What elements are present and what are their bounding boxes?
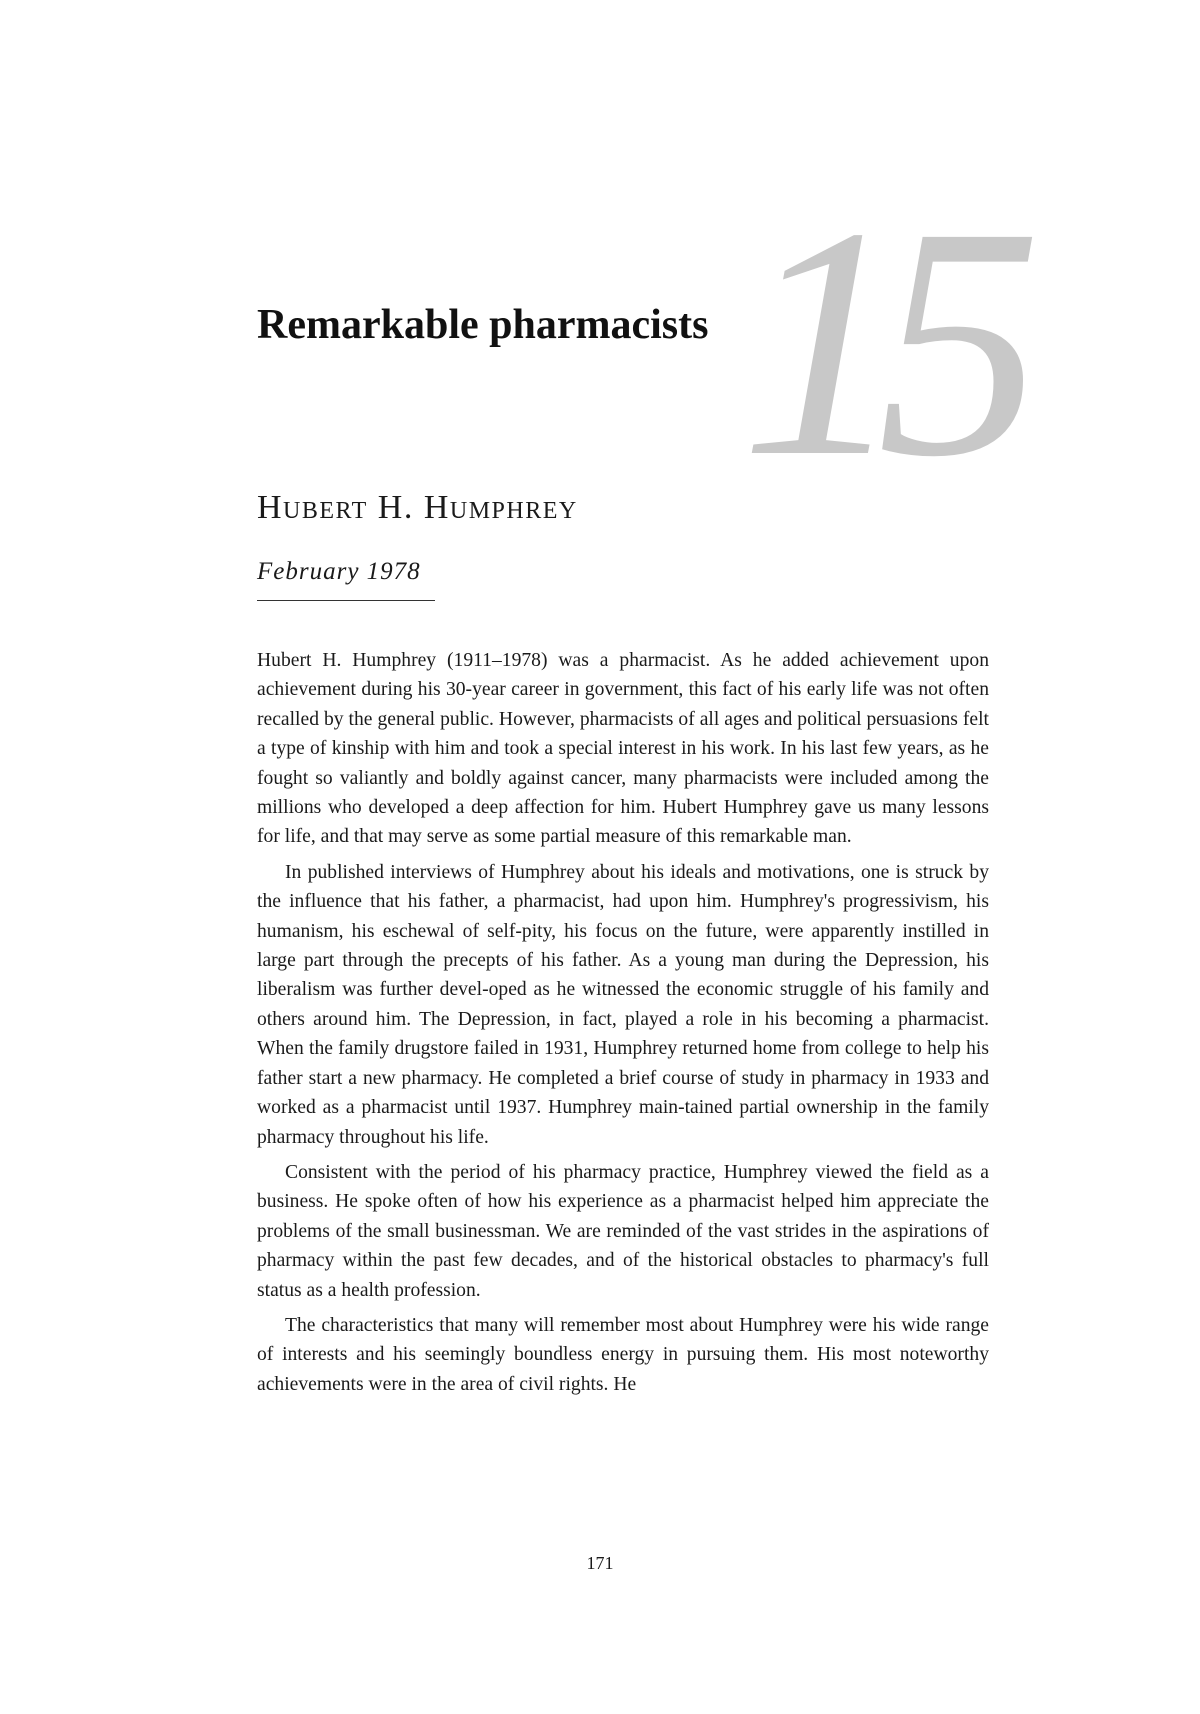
paragraph-4: The characteristics that many will remember most about Humphrey were his wide range of interests and his seemingly boundless energy in pursuing them. His most noteworthy achievements were in the area of civil rights. He — [257, 1314, 989, 1395]
paragraph-2: In published interviews of Humphrey about his ideals and motivations, one is struck by the influence that his father, a pharmacist, had upon him. Humphrey's progressivism, his humanism, his eschewal of self-pity, his focus on the future, were apparently instilled in large part through the precepts of his father. As a young man during the Depression, his liberalism was further devel-oped as he witnessed the economic struggle of his family and others around him. The Depression, in fact, played a role in his becoming a pharmacist. When the family drugstore failed in 1931, Humphrey returned home from college to help his father start a new pharmacy. He completed a brief course of study in pharmacy in 1933 and worked as a pharmacist until 1937. Humphrey main-tained partial ownership in the family pharmacy throughout his life. — [257, 861, 989, 1148]
article-author: Hubert H. Humphrey — [257, 489, 578, 526]
paragraph-1: Hubert H. Humphrey (1911–1978) was a pharmacist. As he added achievement upon achievement during his 30-year career in government, this fact of his early life was not often recalled by the general public. However, pharmacists of all ages and political persuasions felt a type of kinship with him and took a special interest in his work. In his last few years, as he fought so valiantly and boldly against cancer, many pharmacists were included among the millions who developed a deep affection for him. Hubert Humphrey gave us many lessons for life, and that may serve as some partial measure of this remarkable man. — [257, 650, 989, 848]
page-number: 171 — [586, 1553, 614, 1573]
paragraph-3: Consistent with the period of his pharmacy practice, Humphrey viewed the field as a business. He spoke often of how his experience as a pharmacist helped him appreciate the problems of the small businessman. We are reminded of the vast strides in the aspirations of pharmacy within the past few decades, and of the historical obstacles to pharmacy's full status as a health profession. — [257, 1161, 989, 1301]
article-body — [257, 646, 989, 1405]
chapter-title: Remarkable pharmacists — [257, 302, 709, 348]
date-divider — [257, 600, 435, 601]
article-date: February 1978 — [257, 558, 421, 585]
chapter-number: 15 — [740, 160, 1014, 525]
